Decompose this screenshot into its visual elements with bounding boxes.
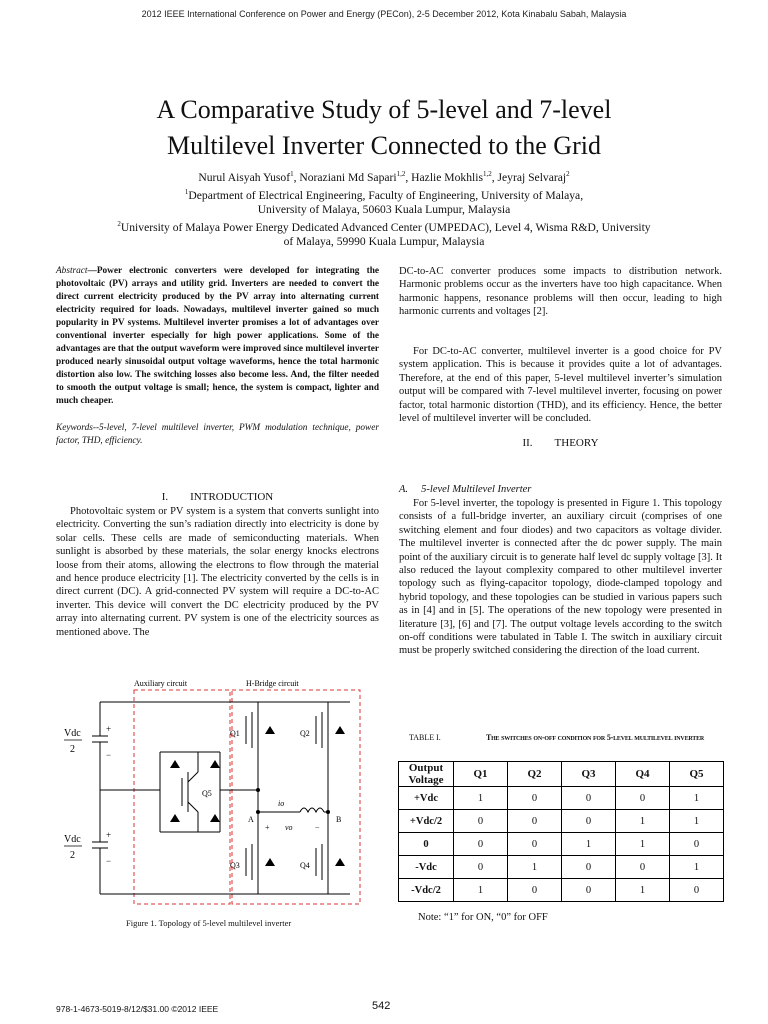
table-cell: 0 bbox=[616, 787, 670, 810]
vdc-top-label: Vdc bbox=[64, 728, 81, 739]
th-q2: Q2 bbox=[508, 762, 562, 787]
th-q4: Q4 bbox=[616, 762, 670, 787]
title-line-1: A Comparative Study of 5-level and 7-level bbox=[156, 95, 612, 124]
aff1-sup: 1 bbox=[184, 187, 189, 196]
table-cell: 0 bbox=[562, 810, 616, 833]
vdc-bottom-two: 2 bbox=[70, 850, 75, 861]
author-4: , Jeyraj Selvaraj bbox=[491, 170, 567, 184]
q3-label: Q3 bbox=[230, 861, 240, 870]
right-para-1-text: DC-to-AC converter produces some impacts to distribution network. Harmonic problems occur as the inverters have too high capacitance. When harmonic happens, resonance problems will then occur, leading to high harmonic currents and voltages [2]. bbox=[399, 266, 722, 318]
table-row-header: -Vdc bbox=[399, 856, 454, 879]
table-cell: 1 bbox=[670, 856, 724, 879]
author-names bbox=[40, 167, 728, 185]
table-row bbox=[399, 833, 724, 856]
table-row-header: 0 bbox=[399, 833, 454, 856]
table-header-row bbox=[399, 762, 724, 787]
intro-paragraph bbox=[56, 505, 379, 639]
affiliation-2-line-2: of Malaya, 59990 Kuala Lumpur, Malaysia bbox=[283, 234, 485, 248]
cap1-minus: − bbox=[106, 750, 112, 760]
q2-label: Q2 bbox=[300, 729, 310, 738]
author-2: , Noraziani Md Sapari bbox=[293, 170, 397, 184]
table-cell: 0 bbox=[670, 833, 724, 856]
table-cell: 1 bbox=[562, 833, 616, 856]
theory-heading: II. THEORY bbox=[522, 437, 599, 449]
abstract-text: —Power electronic converters were developed for integrating the photovoltaic (PV) arrays and utility grid. Inverters are needed to convert the direct current electricity produced by the PV array into alternating current electricity required for loads. Nowadays, multilevel inverter gained so much popularity in PV systems. Multilevel inverter promises a lot of advantages over conventional inverter especially for high power applications. Some of the advantages are that the output waveform were improved since multilevel inverter produced nearly sinusoidal output voltage waveforms, hence the total harmonic distortion also low. The switching losses also become less. And, the filter needed to smooth the output voltage is small; hence, the system is compact, lighter and much cheaper. bbox=[56, 266, 379, 406]
table-cell: 1 bbox=[670, 787, 724, 810]
table-row bbox=[399, 810, 724, 833]
author-1-sup: 1 bbox=[290, 170, 294, 178]
author-1: Nurul Aisyah Yusof bbox=[198, 170, 291, 184]
aff2-line1: University of Malaya Power Energy Dedicated Advanced Center (UMPEDAC), Level 4, Wisma R&D, University bbox=[120, 220, 651, 234]
node-b-label: B bbox=[336, 815, 342, 824]
table-cell: 1 bbox=[670, 810, 724, 833]
hbridge-box bbox=[232, 690, 360, 904]
abstract bbox=[56, 265, 379, 408]
cap2-minus: − bbox=[106, 856, 112, 866]
table-cell: 0 bbox=[454, 856, 508, 879]
table-cell: 0 bbox=[616, 856, 670, 879]
vo-label: vo bbox=[285, 823, 293, 832]
table-row-header: +Vdc bbox=[399, 787, 454, 810]
switch-table bbox=[398, 761, 724, 902]
th-output-voltage: Output Voltage bbox=[399, 762, 454, 787]
paper-title bbox=[40, 92, 728, 164]
io-label: io bbox=[278, 799, 285, 808]
node-a-label: A bbox=[248, 815, 254, 824]
table-cell: 0 bbox=[508, 879, 562, 902]
figure-1-circuit bbox=[60, 672, 378, 912]
intro-text: Photovoltaic system or PV system is a system that converts sunlight into electricity. Converting the sun’s radiation directly into electricity is done by solar cells. These cells are made of semiconducting materials. When sunlight is absorbed by these materials, the solar energy knocks electrons loose from their atoms, allowing the electrons to flow through the material and hence produce electricity [1]. The electricity converted by the cells is in direct current (DC). A grid-connected PV system will require a DC-to-AC inverter. This device will convert the DC electricity produced by the PV array into alternating current. PV system is one of the electricity sources as mentioned above. The bbox=[56, 506, 379, 638]
cap2-plus: + bbox=[106, 830, 112, 840]
table-title: The switches on-off condition for 5-level multilevel inverter bbox=[485, 733, 705, 742]
table-cell: 1 bbox=[454, 879, 508, 902]
table-label: TABLE I. bbox=[409, 733, 441, 742]
aff1-line1: Department of Electrical Engineering, Faculty of Engineering, University of Malaya, bbox=[188, 188, 584, 202]
table-row bbox=[399, 879, 724, 902]
th-q5: Q5 bbox=[670, 762, 724, 787]
right-para-1 bbox=[399, 265, 722, 319]
affiliation-1 bbox=[40, 185, 728, 203]
figure-1-caption: Figure 1. Topology of 5-level multilevel inverter bbox=[126, 918, 292, 928]
table-cell: 0 bbox=[454, 810, 508, 833]
cap1-plus: + bbox=[106, 724, 112, 734]
abstract-label: Abstract bbox=[56, 266, 88, 276]
keywords: Keywords--5-level, 7-level multilevel inverter, PWM modulation technique, power factor, THD, efficiency. bbox=[56, 423, 379, 446]
table-cell: 1 bbox=[616, 879, 670, 902]
table-row bbox=[399, 787, 724, 810]
table-row-header: -Vdc/2 bbox=[399, 879, 454, 902]
table-note: Note: “1” for ON, “0” for OFF bbox=[418, 912, 548, 923]
title-line-2: Multilevel Inverter Connected to the Grid bbox=[167, 131, 601, 160]
th-q1: Q1 bbox=[454, 762, 508, 787]
table-cell: 0 bbox=[454, 833, 508, 856]
right-para-2-text: For DC-to-AC converter, multilevel inverter is a good choice for PV system application. This is because it provides quite a lot of advantages. Therefore, at the end of this paper, 5-level multilevel inverter’s simulation output will be compared with 7-level multilevel inverter, focusing on power factor, total harmonic distortion (THD), and its efficiency. Hence, the better level of multilevel inverter will be concluded. bbox=[399, 346, 722, 425]
vdc-top-two: 2 bbox=[70, 744, 75, 755]
right-para-3 bbox=[399, 497, 722, 658]
table-cell: 0 bbox=[670, 879, 724, 902]
table-cell: 0 bbox=[508, 787, 562, 810]
vdc-bottom-label: Vdc bbox=[64, 834, 81, 845]
affiliation-1-line-2: University of Malaya, 50603 Kuala Lumpur, Malaysia bbox=[257, 202, 511, 216]
table-cell: 1 bbox=[508, 856, 562, 879]
th-q3: Q3 bbox=[562, 762, 616, 787]
author-3-sup: 1,2 bbox=[482, 170, 492, 178]
right-para-3-text: For 5-level inverter, the topology is presented in Figure 1. This topology consists of a full-bridge inverter, an auxiliary circuit (comprises of one switching element and four diodes) and two capacitors as voltage divider. The multilevel inverter is connected after the dc power supply. The main point of the auxiliary circuit is to generate half level dc supply voltage [3]. It also reduced the layout complexity compared to other multilevel inverter topology such as flying-capacitor topology, diode-clamped topology and hybrid topology, and these topologies can be studied in various papers such as in [4] and in [5]. The operations of the new topology were presented in literature [3], [6] and [7]. The output voltage levels according to the switch on-off conditions were tabulated in Table I. The switch in auxiliary circuit must be properly switched considering the direction of the load current. bbox=[399, 498, 722, 657]
aux-label: Auxiliary circuit bbox=[134, 679, 188, 688]
author-3: , Hazlie Mokhlis bbox=[405, 170, 483, 184]
author-4-sup: 2 bbox=[566, 170, 570, 178]
hbridge-label: H-Bridge circuit bbox=[246, 679, 299, 688]
author-2-sup: 1,2 bbox=[396, 170, 406, 178]
subsec-5level: A. 5-level Multilevel Inverter bbox=[399, 484, 532, 495]
intro-heading: I. INTRODUCTION bbox=[161, 491, 274, 503]
table-cell: 0 bbox=[562, 787, 616, 810]
footer-isbn: 978-1-4673-5019-8/12/$31.00 ©2012 IEEE bbox=[56, 1004, 219, 1014]
table-cell: 1 bbox=[616, 810, 670, 833]
table-cell: 0 bbox=[508, 833, 562, 856]
conference-header: 2012 IEEE International Conference on Power and Energy (PECon), 2-5 December 2012, Kota Kinabalu Sabah, Malaysia bbox=[141, 9, 627, 19]
authors-block bbox=[40, 167, 728, 249]
table-row bbox=[399, 856, 724, 879]
table-row-header: +Vdc/2 bbox=[399, 810, 454, 833]
aff2-sup: 2 bbox=[117, 219, 121, 228]
page-number: 542 bbox=[372, 1000, 391, 1012]
q4-label: Q4 bbox=[300, 861, 310, 870]
affiliation-2 bbox=[40, 217, 728, 235]
vo-minus: − bbox=[315, 823, 320, 832]
right-para-2 bbox=[399, 345, 722, 425]
table-cell: 1 bbox=[454, 787, 508, 810]
table-cell: 0 bbox=[562, 879, 616, 902]
table-cell: 1 bbox=[616, 833, 670, 856]
table-cell: 0 bbox=[508, 810, 562, 833]
vo-plus: + bbox=[265, 823, 270, 832]
q5-label: Q5 bbox=[202, 789, 212, 798]
q1-label: Q1 bbox=[230, 729, 240, 738]
table-cell: 0 bbox=[562, 856, 616, 879]
